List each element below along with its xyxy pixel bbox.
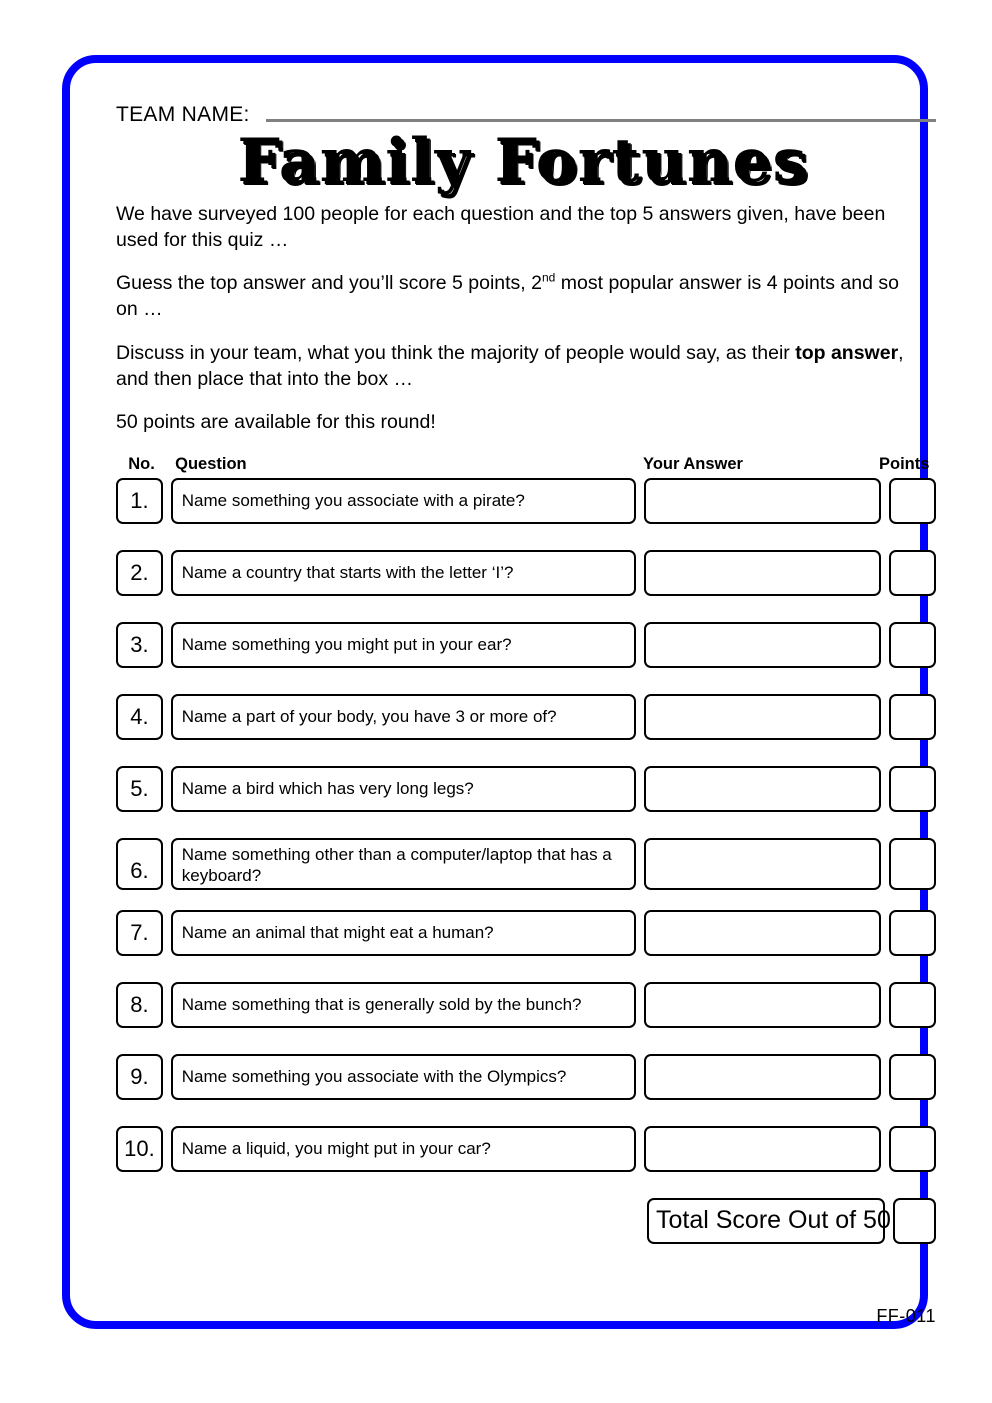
points-input[interactable] [889,766,936,812]
intro-p2-before: Guess the top answer and you’ll score 5 points, 2 [116,272,542,295]
page-title [116,126,936,196]
intro-paragraph-4: 50 points are available for this round! [116,410,436,433]
question-text: Name something you associate with the Olympics? [171,1054,637,1100]
footer-code: FF-011 [876,1306,936,1326]
row-number: 4. [116,694,163,740]
points-input[interactable] [889,478,936,524]
team-name-input[interactable] [266,119,936,122]
intro-p2-superscript: nd [542,270,556,285]
points-input[interactable] [889,982,936,1028]
column-header-answer: Your Answer [643,454,743,473]
points-input[interactable] [889,910,936,956]
row-number: 3. [116,622,163,668]
table-column-headers [116,452,936,474]
points-input[interactable] [889,550,936,596]
row-number: 7. [116,910,163,956]
intro-paragraph-3 [116,340,916,392]
column-header-question: Question [175,454,247,473]
table-row [116,622,936,668]
intro-p3-bold: top answer [795,341,899,364]
question-text: Name a country that starts with the letter ‘I’? [171,550,637,596]
intro-p2-after: most popular answer is 4 points and so on … [116,272,899,321]
row-number: 10. [116,1126,163,1172]
points-input[interactable] [889,622,936,668]
question-text: Name an animal that might eat a human? [171,910,637,956]
answer-input[interactable] [644,694,881,740]
question-text: Name something you might put in your ear? [171,622,637,668]
answer-input[interactable] [644,982,881,1028]
answer-input[interactable] [644,478,881,524]
question-text: Name a liquid, you might put in your car? [171,1126,637,1172]
team-name-row [116,99,936,125]
points-input[interactable] [889,838,936,890]
question-text: Name a bird which has very long legs? [171,766,637,812]
intro-p3-before: Discuss in your team, what you think the majority of people would say, as their [116,341,796,364]
row-number: 9. [116,1054,163,1100]
answer-input[interactable] [644,766,881,812]
answer-input[interactable] [644,550,881,596]
points-input[interactable] [889,1126,936,1172]
table-row [116,838,936,890]
table-row [116,694,936,740]
intro-paragraph-1: We have surveyed 100 people for each question and the top 5 answers given, have been used for this quiz … [116,203,886,252]
question-text: Name something you associate with a pirate? [171,478,637,524]
question-text: Name something that is generally sold by the bunch? [171,982,637,1028]
row-number: 8. [116,982,163,1028]
points-input[interactable] [889,694,936,740]
question-text: Name something other than a computer/laptop that has a keyboard? [171,838,637,890]
question-text: Name a part of your body, you have 3 or more of? [171,694,637,740]
table-row [116,766,936,812]
quiz-sheet-frame [62,55,936,1329]
answer-input[interactable] [644,910,881,956]
row-number: 1. [116,478,163,524]
total-score-label: Total Score Out of 50 [647,1198,885,1244]
points-input[interactable] [889,1054,936,1100]
row-number: 2. [116,550,163,596]
table-row [116,478,936,524]
total-score-row [647,1198,936,1244]
quiz-sheet-content [116,99,936,1326]
answer-input[interactable] [644,1054,881,1100]
row-number: 5. [116,766,163,812]
answer-input[interactable] [644,838,881,890]
table-row [116,1054,936,1100]
answer-input[interactable] [644,1126,881,1172]
question-rows [116,478,936,1172]
row-number: 6. [116,838,163,890]
column-header-points: Points [878,454,930,473]
table-row [116,550,936,596]
column-header-no: No. [128,454,155,473]
intro-p3-after: , and then place that into the box … [116,341,904,390]
answer-input[interactable] [644,622,881,668]
total-score-input[interactable] [893,1198,936,1244]
page-title-text: Family Fortunes [237,126,809,196]
team-name-label: TEAM NAME: [116,103,250,126]
table-row [116,982,936,1028]
table-row [116,1126,936,1172]
intro-paragraph-2 [116,270,916,322]
table-row [116,910,936,956]
